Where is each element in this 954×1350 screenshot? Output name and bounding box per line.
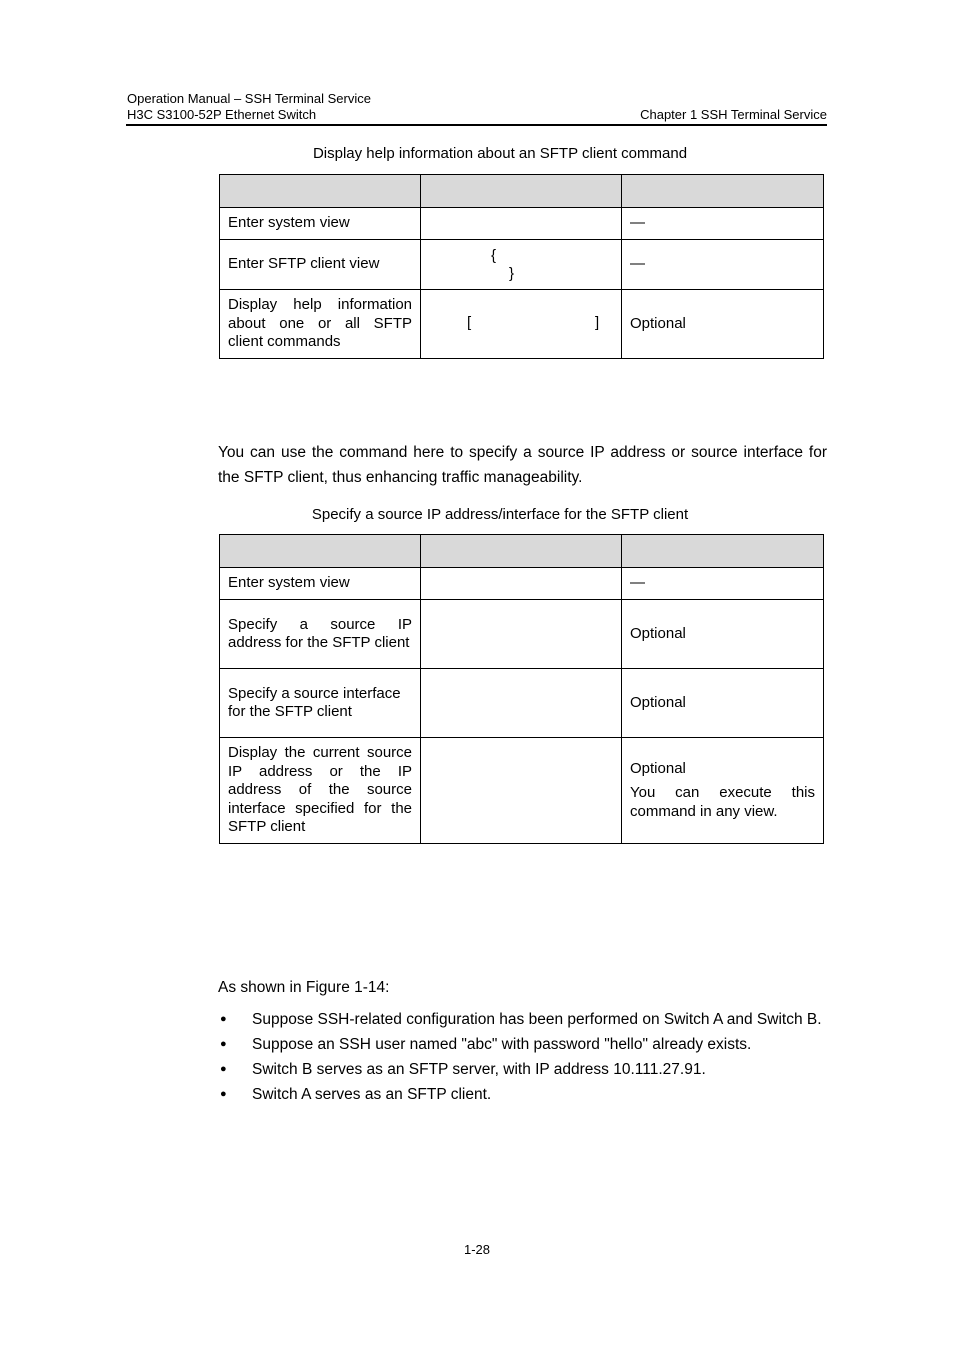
table-row — [220, 600, 824, 669]
remarks-cell: Optional — [622, 290, 824, 359]
table-row — [220, 240, 824, 290]
remarks-cell: Optional — [622, 600, 824, 669]
manual-title: Operation Manual – SSH Terminal Service — [127, 91, 371, 106]
open-brace: { — [491, 246, 497, 264]
product-name: H3C S3100-52P Ethernet Switch — [127, 107, 317, 122]
bullet-icon: ● — [220, 1063, 227, 1075]
table-sftp-help — [219, 174, 824, 359]
remarks-cell — [622, 738, 824, 844]
operation-cell: Enter system view — [220, 568, 421, 600]
command-cell — [421, 240, 622, 290]
table-row — [220, 290, 824, 359]
operation-cell: Enter SFTP client view — [220, 240, 421, 290]
close-bracket: ] — [595, 314, 600, 331]
open-bracket: [ — [467, 314, 472, 331]
table-sftp-source — [219, 534, 824, 844]
table-header-row — [220, 535, 824, 568]
table-row — [220, 669, 824, 738]
chapter-title: Chapter 1 SSH Terminal Service — [640, 107, 827, 122]
remarks-cell: Optional — [622, 669, 824, 738]
table-row — [220, 208, 824, 240]
list-item: ● Suppose an SSH user named "abc" with password "hello" already exists. — [218, 1032, 827, 1057]
bullet-icon: ● — [220, 1088, 227, 1100]
example-intro: As shown in Figure 1-14: — [218, 979, 390, 996]
remarks-cell: — — [622, 208, 824, 240]
table1-caption: Display help information about an SFTP client command — [312, 145, 688, 162]
operation-cell: Display help information about one or all SFTP client commands — [220, 290, 421, 359]
intro-paragraph: You can use the command here to specify a source IP address or source interface for the SFTP client, thus enhancing traffic manageability. — [218, 444, 827, 486]
close-brace: } — [509, 264, 515, 282]
table-row — [220, 568, 824, 600]
operation-cell: Specify a source IP address for the SFTP client — [220, 600, 421, 669]
running-header-left — [127, 91, 371, 123]
bullet-icon: ● — [220, 1038, 227, 1050]
command-cell — [421, 568, 622, 600]
list-item: ● Switch A serves as an SFTP client. — [218, 1082, 827, 1107]
table2-caption: Specify a source IP address/interface for the SFTP client — [311, 506, 689, 523]
bullet-list — [218, 1007, 827, 1107]
command-cell — [421, 738, 622, 844]
list-item: ● Suppose SSH-related configuration has been performed on Switch A and Switch B. — [218, 1007, 827, 1032]
bullet-icon: ● — [220, 1013, 227, 1025]
table-header-row — [220, 175, 824, 208]
header-rule — [126, 124, 827, 126]
remarks-cell: — — [622, 568, 824, 600]
page-number: 1-28 — [463, 1242, 491, 1257]
operation-cell: Enter system view — [220, 208, 421, 240]
operation-cell: Display the current source IP address or the IP address of the source interface specified for the SFTP client — [220, 738, 421, 844]
command-cell — [421, 208, 622, 240]
remarks-cell: — — [622, 240, 824, 290]
remarks-note: You can execute this command in any view. — [630, 784, 815, 820]
command-cell — [421, 600, 622, 669]
command-cell — [421, 290, 622, 359]
table-row — [220, 738, 824, 844]
operation-cell: Specify a source interface for the SFTP client — [220, 669, 421, 738]
command-cell — [421, 669, 622, 738]
remarks-optional: Optional — [630, 759, 686, 777]
list-item: ● Switch B serves as an SFTP server, with IP address 10.111.27.91. — [218, 1057, 827, 1082]
